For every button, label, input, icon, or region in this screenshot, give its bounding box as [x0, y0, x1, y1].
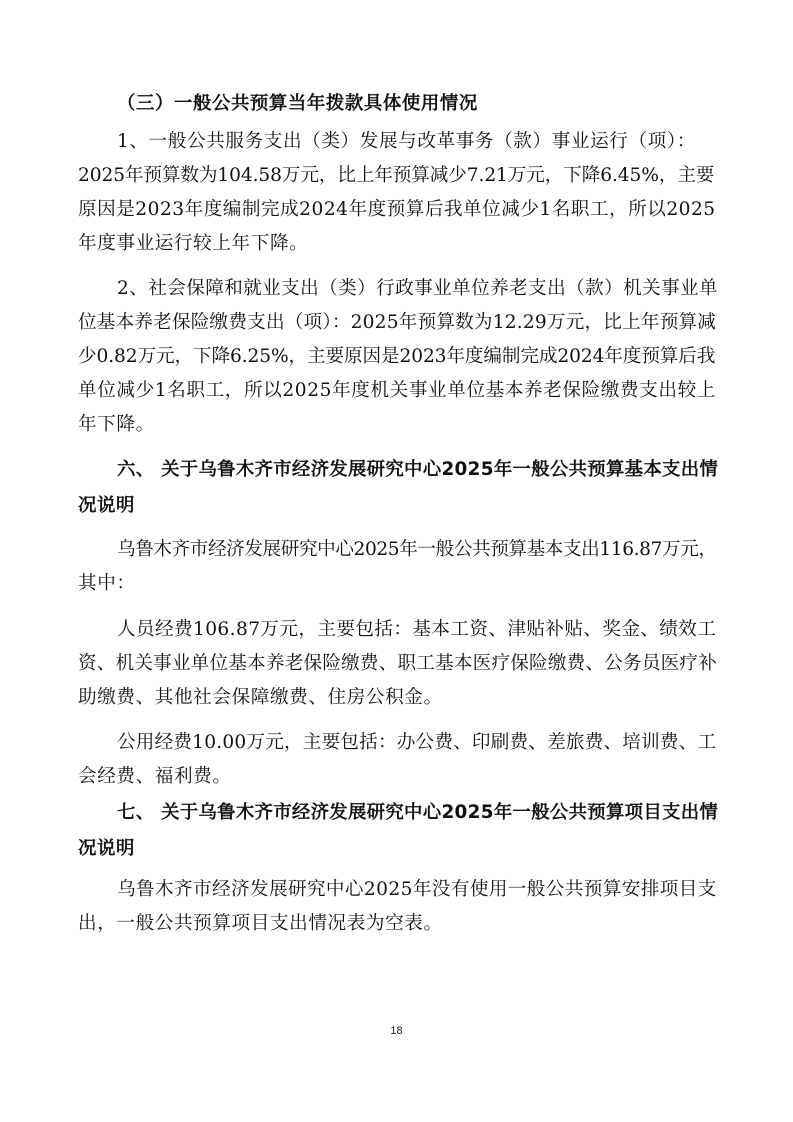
- paragraph-4-line-3: 助缴费、其他社会保障缴费、住房公积金。: [78, 687, 443, 708]
- paragraph-6-line-1: 乌鲁木齐市经济发展研究中心2025年没有使用一般公共预算安排项目支: [117, 879, 717, 900]
- paragraph-1-line-3: 原因是2023年度编制完成2024年度预算后我单位减少1名职工，所以2025: [78, 199, 716, 220]
- paragraph-1-line-4: 年度事业运行较上年下降。: [78, 233, 309, 254]
- paragraph-3-line-2: 其中：: [78, 573, 136, 594]
- section-heading-7-line-1: 七、 关于乌鲁木齐市经济发展研究中心2025年一般公共预算项目支出情: [117, 802, 719, 823]
- paragraph-2-line-3: 少0.82万元，下降6.25%，主要原因是2023年度编制完成2024年度预算后我: [78, 346, 716, 367]
- paragraph-1-line-2: 2025年预算数为104.58万元，比上年预算减少7.21万元，下降6.45%，主要: [78, 165, 715, 186]
- paragraph-3-line-1: 乌鲁木齐市经济发展研究中心2025年一般公共预算基本支出116.87万元，: [117, 539, 717, 560]
- paragraph-2-line-5: 年下降。: [78, 414, 155, 435]
- section-heading-7-line-2: 况说明: [78, 838, 135, 859]
- paragraph-1-line-1: 1、一般公共服务支出（类）发展与改革事务（款）事业运行（项）：: [117, 131, 696, 152]
- section-heading-3: （三）一般公共预算当年拨款具体使用情况: [117, 93, 478, 114]
- paragraph-2-line-4: 单位减少1名职工，所以2025年度机关事业单位基本养老保险缴费支出较上: [78, 380, 716, 401]
- paragraph-5-line-2: 会经费、福利费。: [78, 766, 232, 787]
- section-heading-6-line-1: 六、 关于乌鲁木齐市经济发展研究中心2025年一般公共预算基本支出情: [117, 459, 719, 480]
- paragraph-2-line-1: 2、社会保障和就业支出（类）行政事业单位养老支出（款）机关事业单: [117, 278, 719, 299]
- page-number: 18: [390, 1025, 403, 1037]
- paragraph-4-line-1: 人员经费106.87万元，主要包括：基本工资、津贴补贴、奖金、绩效工: [117, 619, 717, 640]
- section-heading-6-line-2: 况说明: [78, 495, 135, 516]
- paragraph-2-line-2: 位基本养老保险缴费支出（项）：2025年预算数为12.29万元，比上年预算减: [78, 312, 717, 333]
- paragraph-6-line-2: 出，一般公共预算项目支出情况表为空表。: [78, 913, 443, 934]
- paragraph-4-line-2: 资、机关事业单位基本养老保险缴费、职工基本医疗保险缴费、公务员医疗补: [78, 653, 717, 674]
- paragraph-5-line-1: 公用经费10.00万元，主要包括：办公费、印刷费、差旅费、培训费、工: [117, 732, 717, 753]
